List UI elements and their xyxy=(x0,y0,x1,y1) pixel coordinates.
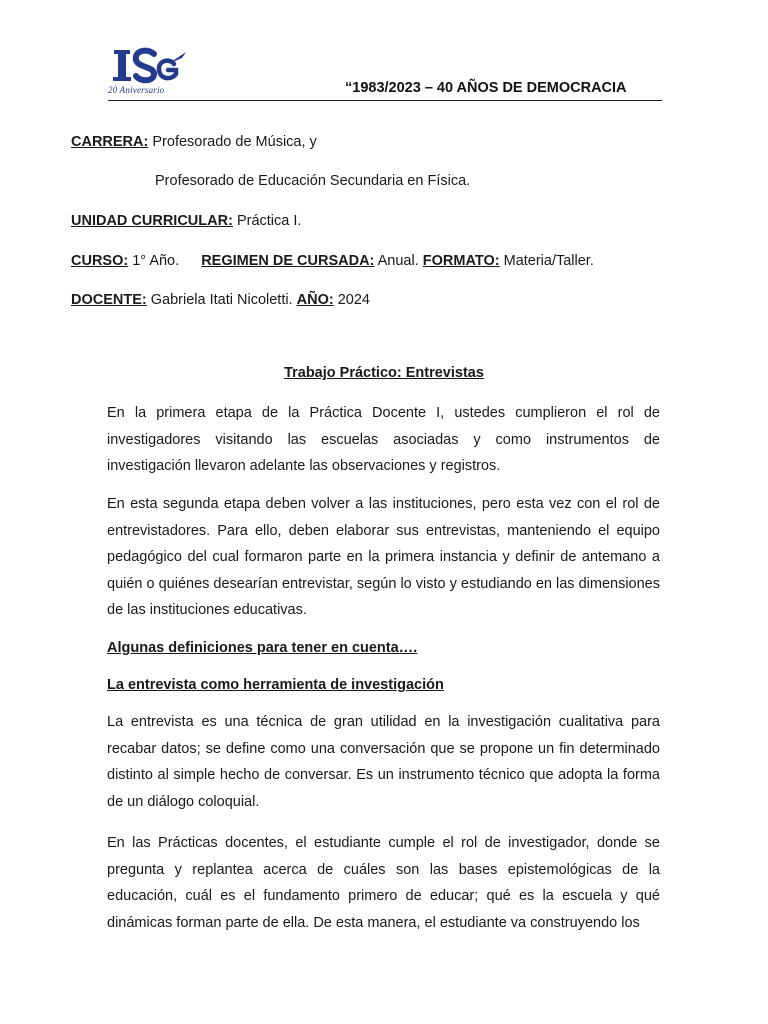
carrera-line-2 xyxy=(155,173,470,189)
institution-logo xyxy=(108,46,192,98)
document-title: Trabajo Práctico: Entrevistas xyxy=(284,365,484,381)
unidad-value: Práctica I. xyxy=(236,213,302,229)
curso-line xyxy=(71,253,594,269)
section-heading-interview: La entrevista como herramienta de investigación xyxy=(107,677,444,693)
unidad-label: UNIDAD CURRICULAR: xyxy=(71,213,233,229)
curso-value: 1° Año. xyxy=(132,253,180,269)
header-divider xyxy=(108,100,662,101)
formato-label: FORMATO: xyxy=(422,253,500,269)
carrera-line xyxy=(71,134,317,150)
header-motto: “1983/2023 – 40 AÑOS DE DEMOCRACIA xyxy=(345,80,627,96)
logo-mark-icon xyxy=(108,46,192,86)
formato-value: Materia/Taller. xyxy=(503,253,594,269)
docente-label: DOCENTE: xyxy=(71,292,147,308)
docente-line xyxy=(71,292,370,308)
regimen-value: Anual. xyxy=(377,253,419,269)
carrera-value: Profesorado de Música, y xyxy=(152,134,317,150)
section-heading-definitions: Algunas definiciones para tener en cuenta…. xyxy=(107,640,418,656)
anio-value: 2024 xyxy=(337,292,370,308)
anio-label: AÑO: xyxy=(296,292,334,308)
curso-label: CURSO: xyxy=(71,253,129,269)
carrera-value-2: Profesorado de Educación Secundaria en Física. xyxy=(155,173,471,189)
regimen-label: REGIMEN DE CURSADA: xyxy=(201,253,375,269)
carrera-label: CARRERA: xyxy=(71,134,149,150)
paragraph-3: La entrevista es una técnica de gran utilidad en la investigación cualitativa para recabar datos; se define como una conversación que se propone un fin determinado distinto al simple hecho de conversar. Es un instrumento técnico que adopta la forma de un diálogo coloquial. xyxy=(107,714,660,810)
logo-caption: 20 Aniversario xyxy=(108,85,165,95)
unidad-line xyxy=(71,213,301,229)
docente-value: Gabriela Itati Nicoletti. xyxy=(150,292,293,308)
paragraph-4: En las Prácticas docentes, el estudiante cumple el rol de investigador, donde se pregunta y replantea acerca de cuáles son las bases epistemológicas de la educación, cuál es el fundamento primero de educar; qué es la escuela y qué dinámicas forman parte de ella. De esta manera, el estudiante va construyendo los xyxy=(107,835,660,931)
paragraph-1: En la primera etapa de la Práctica Docente I, ustedes cumplieron el rol de investigadores visitando las escuelas asociadas y como instrumentos de investigación llevaron adelante las observaciones y registros. xyxy=(107,405,660,475)
paragraph-2: En esta segunda etapa deben volver a las instituciones, pero esta vez con el rol de entrevistadores. Para ello, deben elaborar sus entrevistas, manteniendo el equipo pedagógico del cual formaron parte en la primera instancia y definir de antemano a quién o quiénes desearían entrevistar, según lo visto y estudiando en las dimensiones de las instituciones educativas. xyxy=(107,496,660,619)
